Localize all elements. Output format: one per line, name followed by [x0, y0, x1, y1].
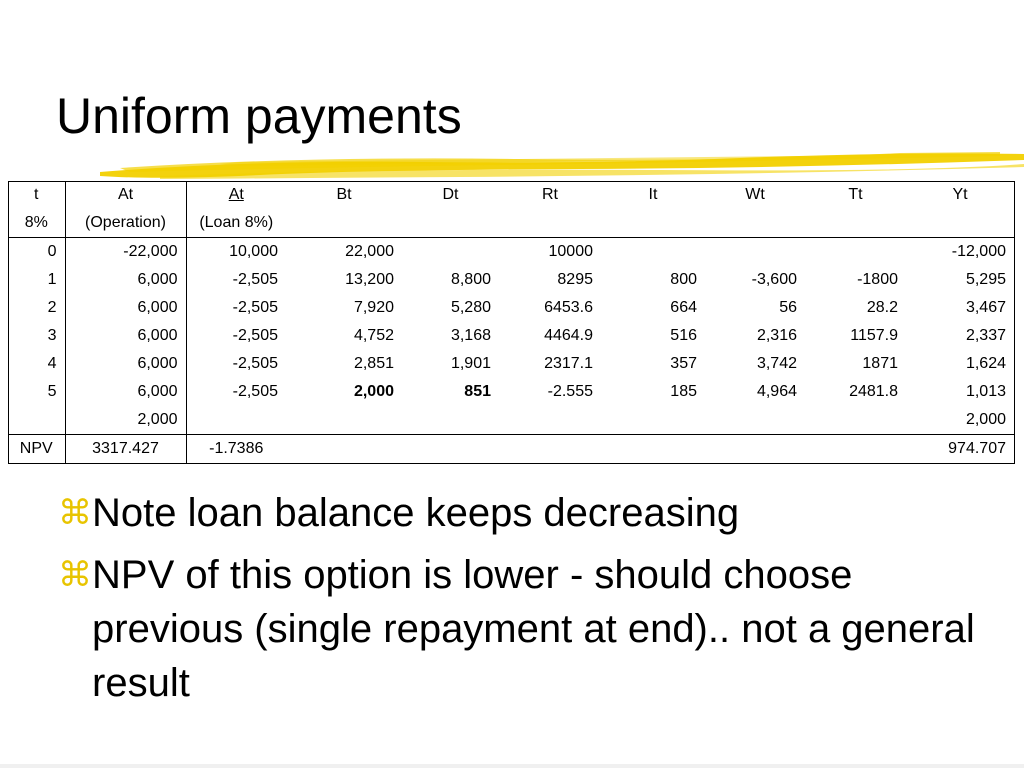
header-cell-t: t — [8, 181, 65, 209]
table-cell-tt: 1157.9 — [850, 327, 898, 344]
table-cell-t: 4 — [8, 350, 65, 378]
table-cell-it — [601, 406, 705, 435]
bullet-text: Note loan balance keeps decreasing — [92, 491, 740, 535]
table-cell-at-loan: -2,505 — [232, 327, 278, 344]
header-cell-it: It — [648, 186, 658, 203]
table-cell-tt — [805, 238, 906, 267]
table-row — [8, 350, 1014, 378]
table-cell-t: 5 — [8, 378, 65, 406]
table-cell-wt: -3,600 — [751, 271, 797, 288]
table-cell-it: 185 — [670, 383, 697, 400]
table-cell-at-operation: 6,000 — [65, 294, 186, 322]
table-row — [8, 378, 1014, 406]
table-row — [8, 294, 1014, 322]
table-cell-at-loan: 10,000 — [229, 243, 278, 260]
header-cell-dt: Dt — [442, 186, 459, 203]
table-cell-dt — [402, 238, 499, 267]
header-cell-rate: 8% — [8, 209, 65, 238]
table-cell-rt: 10000 — [548, 243, 593, 260]
table-cell-at-operation: 6,000 — [65, 266, 186, 294]
table-cell-bt: 13,200 — [345, 271, 394, 288]
table-cell-wt: 56 — [779, 299, 797, 316]
table-cell-it: 516 — [670, 327, 697, 344]
z-bullet-icon: ⌘ — [58, 493, 92, 533]
table-cell-wt: 2,316 — [756, 327, 797, 344]
table-cell-rt: -2.555 — [547, 383, 593, 400]
table-cell-yt: 5,295 — [965, 271, 1006, 288]
table-row — [8, 406, 1014, 435]
npv-row — [8, 435, 1014, 464]
bullet-list — [58, 486, 998, 718]
table-cell-t: 0 — [8, 238, 65, 267]
table-row — [8, 322, 1014, 350]
table-cell-at-operation: 2,000 — [65, 406, 186, 435]
header-cell-tt: Tt — [848, 186, 863, 203]
header-row-1 — [8, 181, 1014, 209]
table-cell-at-loan: -2,505 — [232, 271, 278, 288]
table-cell-dt: 5,280 — [450, 299, 491, 316]
npv-cell-yt: 974.707 — [906, 435, 1014, 464]
table-cell-it: 800 — [670, 271, 697, 288]
table-cell-wt: 4,964 — [756, 383, 797, 400]
header-cell-loan-rate: (Loan 8%) — [186, 209, 286, 238]
table-cell-rt: 8295 — [557, 271, 593, 288]
table-cell-at-loan: -2,505 — [232, 299, 278, 316]
npv-cell-at-operation: 3317.427 — [65, 435, 186, 464]
table-cell-bt: 2,851 — [353, 355, 394, 372]
npv-cell-at-loan: -1.7386 — [186, 435, 286, 464]
table-cell-wt: 3,742 — [756, 355, 797, 372]
table-cell-bt: 4,752 — [353, 327, 394, 344]
table-cell-bt — [286, 406, 402, 435]
table-row — [8, 238, 1014, 267]
table-cell-wt — [705, 238, 805, 267]
header-cell-bt: Bt — [336, 186, 352, 203]
table-row — [8, 266, 1014, 294]
table-cell-yt: 1,624 — [965, 355, 1006, 372]
z-bullet-icon: ⌘ — [58, 555, 92, 595]
table-cell-it: 357 — [670, 355, 697, 372]
table-cell-at-loan: -2,505 — [232, 355, 278, 372]
table-cell-rt: 4464.9 — [544, 327, 593, 344]
table-cell-at-operation: 6,000 — [65, 350, 186, 378]
bullet-text: NPV of this option is lower - should choose previous (single repayment at end).. not a general result — [92, 553, 975, 705]
table-cell-wt — [705, 406, 805, 435]
table-cell-it — [601, 238, 705, 267]
table-cell-dt: 851 — [464, 383, 491, 400]
table-cell-t: 1 — [8, 266, 65, 294]
table-cell-at-operation: 6,000 — [65, 378, 186, 406]
cash-flow-table — [8, 181, 1014, 463]
table-cell-at-loan — [186, 406, 286, 435]
table-cell-tt: 2481.8 — [849, 383, 898, 400]
table-cell-dt: 3,168 — [450, 327, 491, 344]
table-cell-yt: 2,337 — [965, 327, 1006, 344]
bullet-item — [58, 548, 998, 710]
npv-label: NPV — [8, 435, 65, 464]
table-cell-rt — [499, 406, 601, 435]
table-cell-at-loan: -2,505 — [232, 383, 278, 400]
table-cell-bt: 7,920 — [353, 299, 394, 316]
table-cell-rt: 6453.6 — [544, 299, 593, 316]
table-cell-dt: 8,800 — [450, 271, 491, 288]
slide-title: Uniform payments — [56, 88, 462, 144]
table-cell-tt — [805, 406, 906, 435]
header-cell-rt: Rt — [542, 186, 558, 203]
table-cell-tt: -1800 — [857, 271, 898, 288]
table-cell-bt: 22,000 — [345, 243, 394, 260]
table-cell-yt: 3,467 — [965, 299, 1006, 316]
table-cell-t: 2 — [8, 294, 65, 322]
table-cell-tt: 1871 — [862, 355, 898, 372]
table-cell-dt: 1,901 — [450, 355, 491, 372]
title-underline-brush — [100, 150, 1024, 182]
table-cell-t — [8, 406, 65, 435]
header-cell-at-loan: At — [228, 186, 244, 203]
table-cell-yt: 1,013 — [965, 383, 1006, 400]
header-cell-operation: (Operation) — [65, 209, 186, 238]
table-cell-yt: -12,000 — [951, 243, 1006, 260]
table-cell-it: 664 — [670, 299, 697, 316]
table-cell-rt: 2317.1 — [544, 355, 593, 372]
table-cell-bt: 2,000 — [353, 383, 394, 400]
table-cell-tt: 28.2 — [866, 299, 898, 316]
table-cell-at-operation: 6,000 — [65, 322, 186, 350]
slide-bottom-edge — [0, 764, 1024, 768]
table-cell-yt: 2,000 — [965, 411, 1006, 428]
table-cell-dt — [402, 406, 499, 435]
table-cell-at-operation: -22,000 — [65, 238, 186, 267]
header-cell-wt: Wt — [745, 186, 765, 203]
table-cell-t: 3 — [8, 322, 65, 350]
header-row-2 — [8, 209, 1014, 238]
header-cell-at-operation: At — [65, 181, 186, 209]
header-cell-yt: Yt — [952, 186, 968, 203]
bullet-item — [58, 486, 998, 540]
